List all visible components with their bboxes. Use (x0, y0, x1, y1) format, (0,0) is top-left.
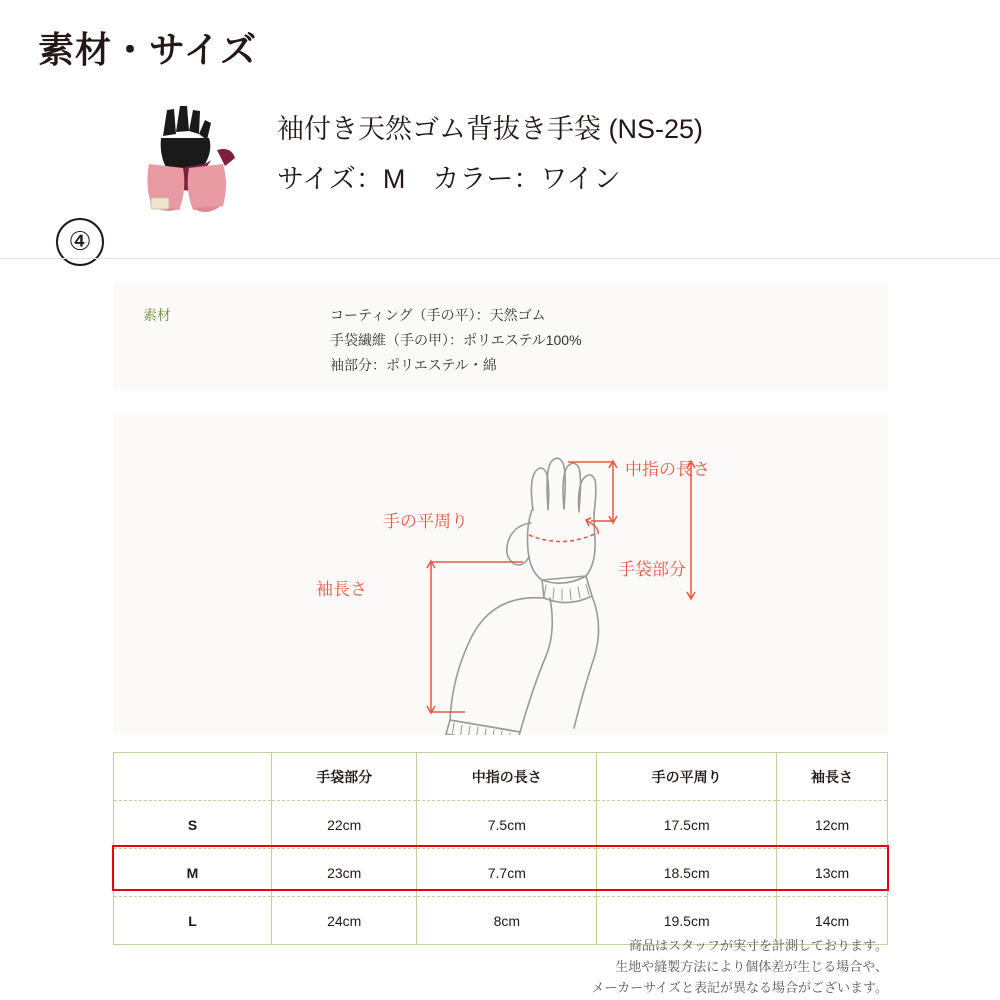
col-palm-circumference: 手の平周り (597, 753, 777, 801)
item-number-badge: ④ (56, 218, 104, 266)
footnote (591, 935, 888, 998)
cell-s-palm: 17.5cm (597, 801, 777, 849)
row-size-l: L (114, 897, 272, 945)
label-palm-circumference: 手の平周り (383, 512, 468, 531)
col-glove-part: 手袋部分 (272, 753, 417, 801)
col-sleeve-length: 袖長さ (777, 753, 888, 801)
material-line-3: 袖部分：ポリエステル・綿 (330, 357, 497, 373)
material-values (278, 283, 888, 391)
product-text (277, 104, 703, 204)
table-row (114, 801, 888, 849)
row-size-s: S (114, 801, 272, 849)
table-row (114, 849, 888, 897)
cell-s-sleeve: 12cm (777, 801, 888, 849)
material-label: 素材 (143, 307, 171, 323)
glove-photo (133, 98, 258, 228)
page-title: 素材・サイズ (38, 29, 258, 70)
cell-m-palm: 18.5cm (597, 849, 777, 897)
footnote-line-2: 生地や縫製方法により個体差が生じる場合や、 (615, 959, 888, 974)
footnote-line-3: メーカーサイズと表記が異なる場合がございます。 (591, 980, 888, 995)
cell-l-glove-part: 24cm (272, 897, 417, 945)
label-sleeve-length: 袖長さ (316, 580, 367, 599)
size-table (113, 752, 888, 945)
footnote-line-1: 商品はスタッフが実寸を計測しております。 (629, 938, 888, 953)
cell-l-middle-finger: 8cm (417, 897, 597, 945)
material-line-1: コーティング（手の平）：天然ゴム (330, 307, 546, 323)
cell-s-glove-part: 22cm (272, 801, 417, 849)
cell-m-sleeve: 13cm (777, 849, 888, 897)
col-middle-finger: 中指の長さ (417, 753, 597, 801)
product-spec: サイズ：M カラー：ワイン (277, 164, 621, 194)
section-divider (0, 258, 1000, 259)
row-size-m: M (114, 849, 272, 897)
col-size (114, 753, 272, 801)
material-line-2: 手袋繊維（手の甲）：ポリエステル100% (330, 332, 582, 348)
cell-l-palm: 19.5cm (597, 897, 777, 945)
cell-l-sleeve: 14cm (777, 897, 888, 945)
cell-m-middle-finger: 7.7cm (417, 849, 597, 897)
product-summary (0, 90, 1000, 256)
cell-m-glove-part: 23cm (272, 849, 417, 897)
product-name: 袖付き天然ゴム背抜き手袋 (NS-25) (277, 114, 704, 144)
measurement-diagram (113, 415, 888, 735)
material-block (113, 283, 888, 391)
table-header-row (114, 753, 888, 801)
label-middle-finger: 中指の長さ (625, 460, 710, 479)
cell-s-middle-finger: 7.5cm (417, 801, 597, 849)
label-glove-part: 手袋部分 (618, 560, 686, 579)
